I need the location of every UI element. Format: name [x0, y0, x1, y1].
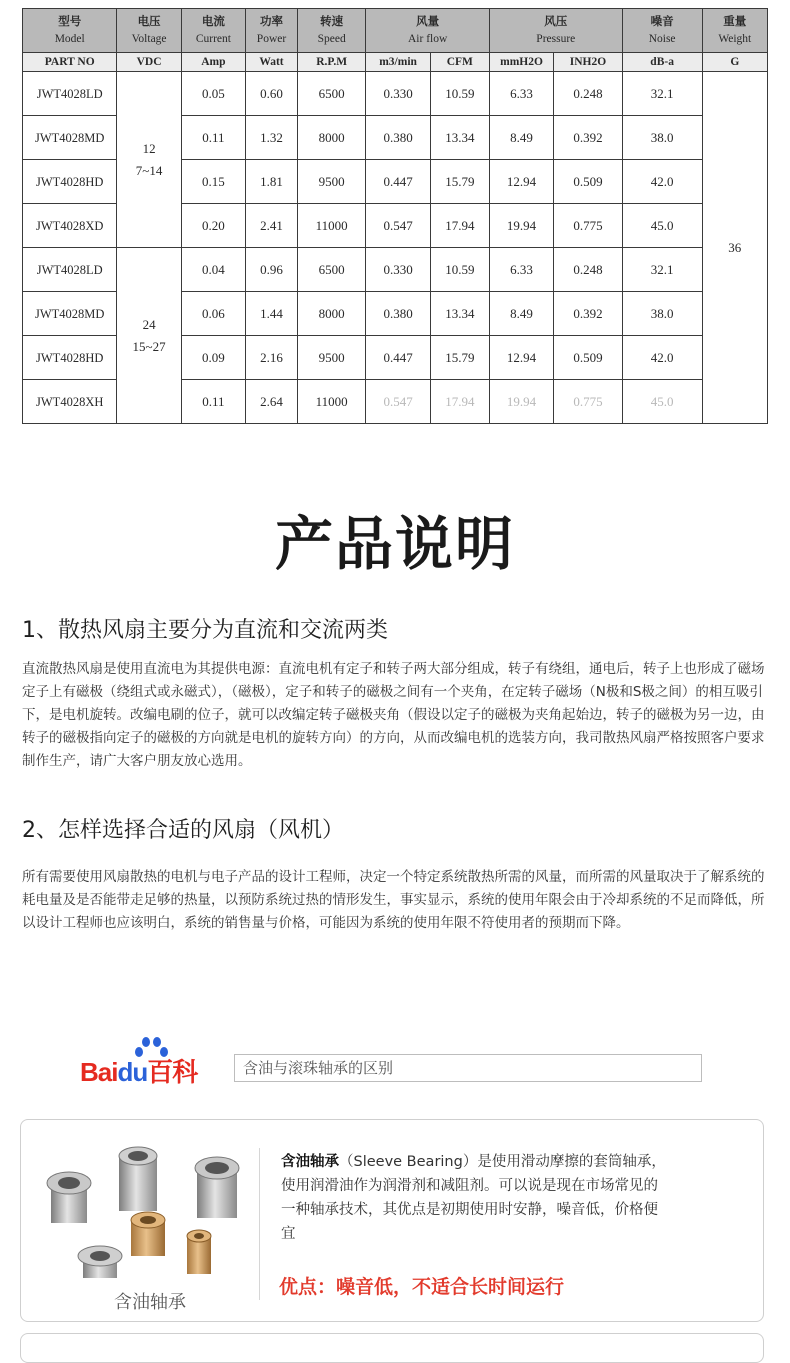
- next-card-edge: [20, 1333, 764, 1363]
- unit-row: [23, 53, 768, 72]
- noise-cell: 42.0: [622, 336, 702, 380]
- unit-cell: Watt: [246, 53, 298, 72]
- m3min-cell: 0.380: [366, 116, 430, 160]
- inh2o-cell: 0.392: [554, 292, 622, 336]
- noise-cell: 32.1: [622, 248, 702, 292]
- current-cell: 0.11: [181, 116, 245, 160]
- mmh2o-cell: 6.33: [489, 248, 553, 292]
- voltage-cell: 24 15~27: [117, 248, 181, 424]
- unit-cell: VDC: [117, 53, 181, 72]
- sleeve-bearing-card: [20, 1119, 764, 1322]
- current-cell: 0.20: [181, 204, 245, 248]
- mmh2o-cell: 12.94: [489, 336, 553, 380]
- header-noise: 噪音 Noise: [622, 9, 702, 53]
- section-body-2: 所有需要使用风扇散热的电机与电子产品的设计工程师，决定一个特定系统散热所需的风量，而所需的风量取决于了解系统的耗电量及是否能带走足够的热量，以预防系统过热的情形发生，事实显示，系统的使用年限会由于冷却系统的不足而降低，所以设计工程师也应该明白，系统的销售量与价格，可能因为系统的使用年限不符使用者的预期而下降。: [22, 869, 765, 931]
- power-cell: 1.81: [246, 160, 298, 204]
- cfm-cell: 15.79: [430, 160, 489, 204]
- noise-cell: 45.0: [622, 380, 702, 424]
- sleeve-bearing-description: 含油轴承（Sleeve Bearing）是使用滑动摩擦的套筒轴承，使用润滑油作为润滑剂和减阻剂。可以说是现在市场常见的一种轴承技术，其优点是初期使用时安静，噪音低，价格便宜: [281, 1154, 666, 1242]
- m3min-cell: 0.547: [366, 380, 430, 424]
- current-cell: 0.15: [181, 160, 245, 204]
- header-speed: 转速 Speed: [297, 9, 365, 53]
- mmh2o-cell: 19.94: [489, 380, 553, 424]
- header-current: 电流 Current: [181, 9, 245, 53]
- speed-cell: 9500: [297, 336, 365, 380]
- spec-table: [22, 8, 768, 424]
- model-cell: JWT4028MD: [23, 292, 117, 336]
- cfm-cell: 10.59: [430, 72, 489, 116]
- m3min-cell: 0.330: [366, 72, 430, 116]
- baidu-logo[interactable]: [80, 1034, 230, 1087]
- model-cell: JWT4028MD: [23, 116, 117, 160]
- mmh2o-cell: 19.94: [489, 204, 553, 248]
- table-row: [23, 72, 768, 116]
- noise-cell: 32.1: [622, 72, 702, 116]
- power-cell: 0.60: [246, 72, 298, 116]
- current-cell: 0.05: [181, 72, 245, 116]
- section-body-1: 直流散热风扇是使用直流电为其提供电源：直流电机有定子和转子两大部分组成，转子有绕组，通电后，转子上也形成了磁场定子上有磁极（绕组式或永磁式），（磁极），定子和转子的磁极之间有一个夹角，在定转子磁场（N极和S极之间）的相互吸引下，是电机旋转。改编电刷的位子，就可以改编定转子磁极夹角（假设以定子的磁极为夹角起始边，转子的磁极为另一边，由转子的磁极指向定子的磁极的方向就是电机的旋转方向）的方向，从而改编电机的选装方向，我司散热风扇严格按照客户要求制作生产，请广大客户朋友放心选用。: [22, 661, 765, 769]
- cfm-cell: 17.94: [430, 204, 489, 248]
- speed-cell: 6500: [297, 248, 365, 292]
- m3min-cell: 0.547: [366, 204, 430, 248]
- section-heading-2: 2、怎样选择合适的风扇（风机）: [22, 818, 344, 843]
- unit-cell: INH2O: [554, 53, 622, 72]
- header-airflow: 风量 Air flow: [366, 9, 489, 53]
- header-model: 型号 Model: [23, 9, 117, 53]
- mmh2o-cell: 8.49: [489, 292, 553, 336]
- unit-cell: CFM: [430, 53, 489, 72]
- voltage-cell: 12 7~14: [117, 72, 181, 248]
- cfm-cell: 13.34: [430, 116, 489, 160]
- power-cell: 0.96: [246, 248, 298, 292]
- cfm-cell: 17.94: [430, 380, 489, 424]
- model-cell: JWT4028HD: [23, 160, 117, 204]
- current-cell: 0.09: [181, 336, 245, 380]
- unit-cell: PART NO: [23, 53, 117, 72]
- unit-cell: dB-a: [622, 53, 702, 72]
- cfm-cell: 15.79: [430, 336, 489, 380]
- sleeve-bearing-pros: 优点：噪音低，不适合长时间运行: [279, 1276, 565, 1298]
- cfm-cell: 10.59: [430, 248, 489, 292]
- unit-cell: Amp: [181, 53, 245, 72]
- model-cell: JWT4028XD: [23, 204, 117, 248]
- current-cell: 0.11: [181, 380, 245, 424]
- inh2o-cell: 0.509: [554, 336, 622, 380]
- speed-cell: 9500: [297, 160, 365, 204]
- current-cell: 0.06: [181, 292, 245, 336]
- card-divider: [259, 1148, 260, 1300]
- mmh2o-cell: 6.33: [489, 72, 553, 116]
- noise-cell: 38.0: [622, 116, 702, 160]
- model-cell: JWT4028XH: [23, 380, 117, 424]
- m3min-cell: 0.330: [366, 248, 430, 292]
- speed-cell: 6500: [297, 72, 365, 116]
- inh2o-cell: 0.775: [554, 380, 622, 424]
- speed-cell: 8000: [297, 116, 365, 160]
- unit-cell: G: [702, 53, 767, 72]
- model-cell: JWT4028HD: [23, 336, 117, 380]
- model-cell: JWT4028LD: [23, 72, 117, 116]
- speed-cell: 11000: [297, 204, 365, 248]
- section-heading-1: 1、散热风扇主要分为直流和交流两类: [22, 618, 388, 643]
- baidu-logo-text: Baidu百科: [80, 1057, 198, 1087]
- m3min-cell: 0.447: [366, 336, 430, 380]
- baidu-baike-bar: [80, 1034, 710, 1087]
- sleeve-bearing-caption: 含油轴承: [114, 1292, 186, 1313]
- model-cell: JWT4028LD: [23, 248, 117, 292]
- m3min-cell: 0.447: [366, 160, 430, 204]
- noise-cell: 45.0: [622, 204, 702, 248]
- power-cell: 2.16: [246, 336, 298, 380]
- mmh2o-cell: 12.94: [489, 160, 553, 204]
- power-cell: 2.64: [246, 380, 298, 424]
- speed-cell: 8000: [297, 292, 365, 336]
- power-cell: 1.32: [246, 116, 298, 160]
- inh2o-cell: 0.509: [554, 160, 622, 204]
- sleeve-bearing-image: [39, 1138, 259, 1288]
- unit-cell: m3/min: [366, 53, 430, 72]
- weight-cell: 36: [702, 72, 767, 424]
- inh2o-cell: 0.392: [554, 116, 622, 160]
- header-pressure: 风压 Pressure: [489, 9, 622, 53]
- header-row: [23, 9, 768, 53]
- header-power: 功率 Power: [246, 9, 298, 53]
- inh2o-cell: 0.248: [554, 72, 622, 116]
- current-cell: 0.04: [181, 248, 245, 292]
- cfm-cell: 13.34: [430, 292, 489, 336]
- power-cell: 2.41: [246, 204, 298, 248]
- noise-cell: 42.0: [622, 160, 702, 204]
- unit-cell: mmH2O: [489, 53, 553, 72]
- unit-cell: R.P.M: [297, 53, 365, 72]
- table-row: [23, 248, 768, 292]
- m3min-cell: 0.380: [366, 292, 430, 336]
- baike-search-box[interactable]: 含油与滚珠轴承的区别: [234, 1054, 702, 1082]
- inh2o-cell: 0.775: [554, 204, 622, 248]
- power-cell: 1.44: [246, 292, 298, 336]
- speed-cell: 11000: [297, 380, 365, 424]
- page-title: 产品说明: [274, 510, 515, 578]
- header-weight: 重量 Weight: [702, 9, 767, 53]
- inh2o-cell: 0.248: [554, 248, 622, 292]
- noise-cell: 38.0: [622, 292, 702, 336]
- header-voltage: 电压 Voltage: [117, 9, 181, 53]
- mmh2o-cell: 8.49: [489, 116, 553, 160]
